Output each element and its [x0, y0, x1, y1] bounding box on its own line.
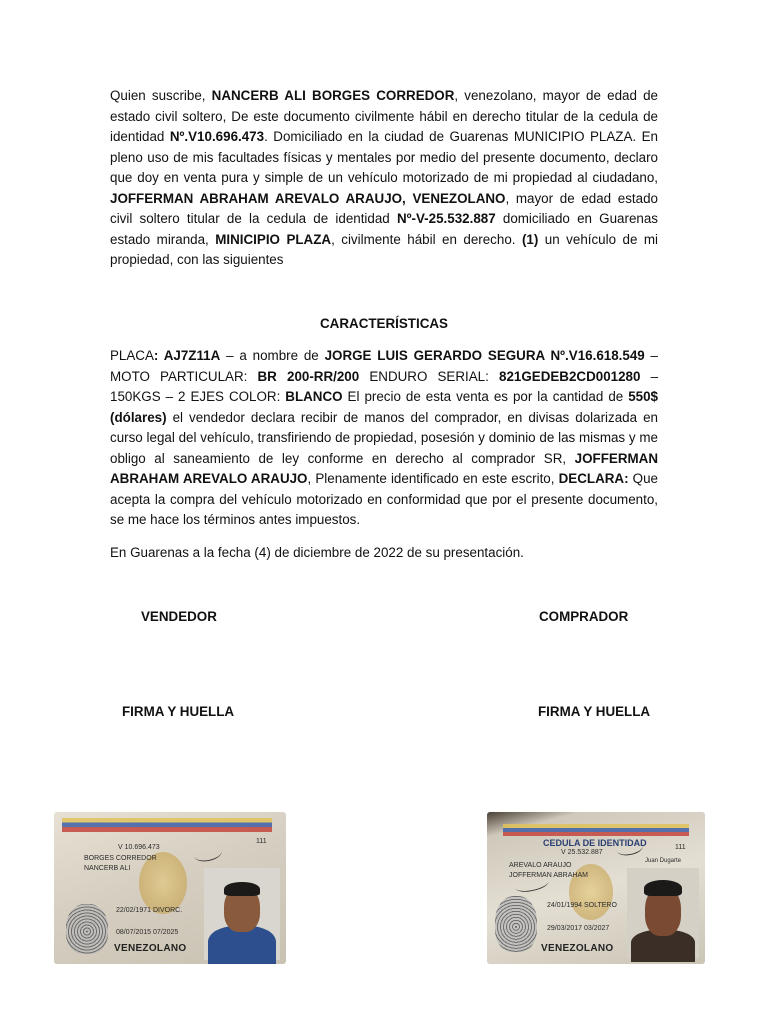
- card-header: CEDULA DE IDENTIDAD: [543, 838, 647, 848]
- card-surnames: BORGES CORREDOR: [84, 855, 157, 862]
- characteristics-paragraph: [110, 346, 658, 531]
- seller-portrait: [204, 868, 280, 960]
- text-run: , mayor de edad estado civil soltero titular de la cedula de identidad: [110, 190, 658, 226]
- text-run: – MOTO PARTICULAR:: [110, 348, 659, 384]
- card-nationality: VENEZOLANO: [541, 943, 614, 954]
- card-dates: 08/07/2015 07/2025: [116, 929, 179, 936]
- vehicle-model: BR 200-RR/200: [257, 368, 360, 384]
- vehicle-count: (1): [521, 231, 539, 247]
- card-id-number: V 25.532.887: [561, 849, 603, 856]
- seller-label: VENDEDOR: [141, 609, 217, 624]
- card-surnames: AREVALO ARAUJO: [509, 862, 572, 869]
- card-birth-status: 24/01/1994 SOLTERO: [547, 902, 617, 909]
- card-dates: 29/03/2017 03/2027: [547, 925, 610, 932]
- card-director: Juan Dugarte: [645, 858, 682, 864]
- text-run: – a nombre de: [220, 348, 325, 363]
- text-run: un vehículo de mi propiedad, con las siguientes: [110, 231, 659, 267]
- date-paragraph: En Guarenas a la fecha (4) de diciembre de 2022 de su presentación.: [110, 545, 524, 560]
- seller-id-number: Nº.V10.696.473: [169, 129, 265, 144]
- card-names: NANCERB ALI: [84, 865, 131, 872]
- seller-signature-label: FIRMA Y HUELLA: [122, 704, 235, 719]
- text-run: , Plenamente identificado en este escrito,: [307, 471, 559, 486]
- text-run: – 150KGS – 2 EJES COLOR:: [110, 368, 659, 404]
- intro-paragraph: [110, 86, 658, 271]
- seller-name: NANCERB ALI BORGES CORREDOR: [211, 88, 455, 103]
- vehicle-serial: 821GEDEB2CD001280: [499, 368, 641, 384]
- buyer-id-number: Nº-V-25.532.887: [396, 211, 496, 226]
- text-run: . Domiciliado en la ciudad de Guarenas MUNICIPIO PLAZA. En pleno uso de mis facultades físicas y mentales por medio del presente documento, declaro que doy en venta pura y simple de un vehículo motorizado de mi propiedad al ciudadano,: [110, 129, 658, 185]
- seller-id-card-image: [54, 812, 286, 964]
- card-code: 111: [675, 844, 686, 851]
- director-signature: [193, 843, 224, 863]
- text-run: PLACA: [110, 348, 154, 363]
- text-run: Que acepta la compra del vehículo motorizado en conformidad que por el presente documento, se me hace los términos antes impuestos.: [110, 471, 658, 527]
- buyer-name: JOFFERMAN ABRAHAM AREVALO ARAUJO, VENEZOLANO: [110, 190, 506, 206]
- declaration-label: DECLARA:: [558, 471, 629, 486]
- flag-stripe: [503, 824, 689, 836]
- text-run: domiciliado en Guarenas estado miranda,: [110, 211, 658, 247]
- card-names: JOFFERMAN ABRAHAM: [509, 872, 588, 879]
- buyer-label: COMPRADOR: [539, 609, 629, 624]
- card-birth-status: 22/02/1971 DIVORC.: [116, 907, 183, 914]
- registered-owner: JORGE LUIS GERARDO SEGURA Nº.V16.618.549: [324, 348, 645, 363]
- plate-number: : AJ7Z11A: [153, 348, 221, 363]
- fingerprint: [66, 904, 108, 954]
- flag-stripe: [62, 818, 272, 832]
- section-title: CARACTERÍSTICAS: [320, 316, 448, 331]
- buyer-name: JOFFERMAN ABRAHAM AREVALO ARAUJO: [110, 450, 658, 486]
- buyer-signature-label: FIRMA Y HUELLA: [538, 704, 651, 719]
- card-code: 111: [256, 838, 267, 845]
- text-run: Quien suscribe,: [110, 88, 212, 103]
- buyer-portrait: [627, 868, 699, 958]
- text-run: el vendedor declara recibir de manos del comprador, en divisas dolarizada en curso legal del vehículo, transfiriendo de propiedad, posesión y dominio de las mismas y me obligo al saneamiento de ley conforme en derecho al comprador SR,: [110, 409, 658, 466]
- fingerprint: [495, 896, 537, 952]
- sale-price: 550$ (dólares): [110, 389, 658, 425]
- vehicle-color: BLANCO: [285, 389, 343, 404]
- municipality: MINICIPIO PLAZA: [215, 231, 332, 247]
- text-run: El precio de esta venta es por la cantidad de: [342, 389, 629, 404]
- card-nationality: VENEZOLANO: [114, 943, 187, 954]
- text-run: ENDURO SERIAL:: [359, 368, 499, 384]
- buyer-id-card-image: [487, 812, 705, 964]
- card-id-number: V 10.696.473: [118, 844, 160, 851]
- text-run: , venezolano, mayor de edad de estado civil soltero, De este documento civilmente hábil en derecho titular de la cedula de identidad: [110, 88, 658, 144]
- text-run: , civilmente hábil en derecho.: [331, 231, 522, 247]
